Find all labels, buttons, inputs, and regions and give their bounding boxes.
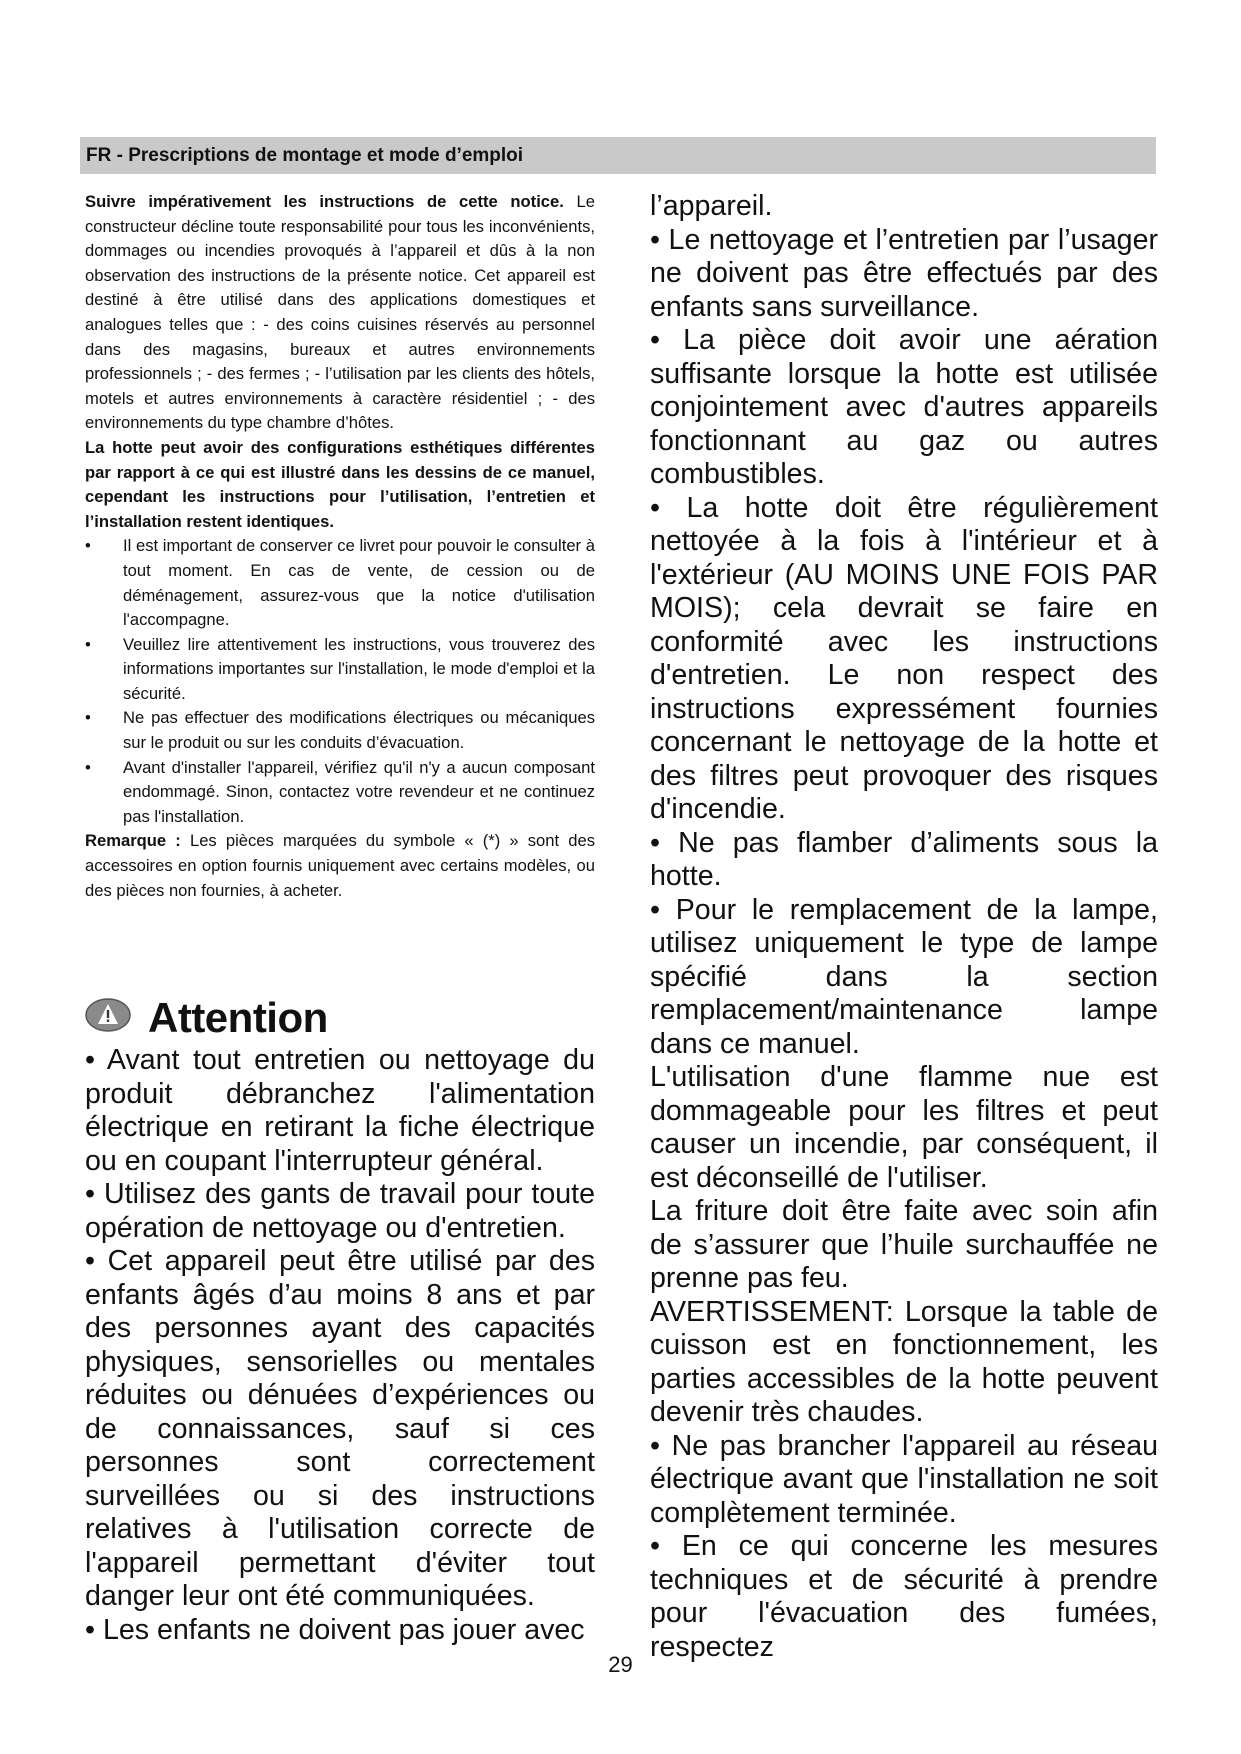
right-big-paragraph: • Ne pas brancher l'appareil au réseau électrique avant que l'installation ne soit complètement terminée. (650, 1429, 1158, 1529)
warning-icon (85, 998, 131, 1032)
right-big-paragraph: • En ce qui concerne les mesures techniques et de sécurité à prendre pour l'évacuation des fumées, respectez (650, 1530, 1158, 1663)
right-big-paragraph: • La hotte doit être régulièrement nettoyée à la fois à l'intérieur et à l'extérieur (AU MOINS UNE FOIS PAR MOIS); cela devrait se faire en conformité avec les instructions d'entretien. Le non respect des instructions expressément fournies concernant le nettoyage de la hotte et des filtres peut provoquer des risques d'incendie. (650, 491, 1158, 825)
right-big-paragraph: • Le nettoyage et l’entretien par l’usager ne doivent pas être effectués par des enfants sans surveillance. (650, 223, 1158, 323)
right-big-paragraph: • La pièce doit avoir une aération suffisante lorsque la hotte est utilisée conjointement avec d'autres appareils fonctionnant au gaz ou autres combustibles. (650, 324, 1158, 490)
small-bullet-item (85, 633, 595, 707)
intro-bold-paragraph: La hotte peut avoir des configurations esthétiques différentes par rapport à ce qui est illustré dans les dessins de ce manuel, cependant les instructions pour l’utilisation, l’entretien et l’installation restent identiques. (85, 437, 595, 531)
right-big-paragraph: l’appareil. (650, 190, 773, 222)
intro-bold-lead: Suivre impérativement les instructions de cette notice. (85, 192, 564, 211)
small-bullet-item (85, 534, 595, 632)
bullet-dot: • (85, 757, 91, 777)
right-big-paragraph: L'utilisation d'une flamme nue est dommageable pour les filtres et peut causer un incendie, par conséquent, il est déconseillé de l'utiliser. (650, 1061, 1158, 1194)
bullet-dot: • (85, 708, 91, 728)
right-column (650, 190, 1158, 1664)
section-title: FR - Prescriptions de montage et mode d’emploi (86, 145, 524, 166)
attention-title: Attention (148, 994, 328, 1041)
remark-paragraph (85, 829, 595, 903)
left-big-paragraph: • Cet appareil peut être utilisé par des enfants âgés d’au moins 8 ans et par des personnes ayant des capacités physiques, sensorielles ou mentales réduites ou dénuées d’expériences ou de connaissances, sauf si ces personnes sont correctement surveillées ou si des instructions relatives à l'utilisation correcte de l'appareil permettant d'éviter tout danger leur ont été communiquées. (85, 1245, 595, 1612)
left-big-text (85, 1044, 595, 1647)
bullet-dot: • (85, 634, 91, 654)
remark-text: Les pièces marquées du symbole « (*) » sont des accessoires en option fournis uniquement avec certains modèles, ou des pièces non fournies, à acheter. (85, 831, 595, 900)
page-number: 29 (608, 1652, 633, 1677)
intro-paragraph (85, 190, 595, 436)
bullet-dot: • (85, 536, 91, 556)
left-big-paragraph: • Les enfants ne doivent pas jouer avec (85, 1613, 585, 1646)
small-bullet-text: Ne pas effectuer des modifications électriques ou mécaniques sur le produit ou sur les conduits d’évacuation. (123, 708, 595, 753)
small-bullet-text: Avant d'installer l'appareil, vérifiez qu'il n'y a aucun composant endommagé. Sinon, contactez votre revendeur et ne continuez pas l'installation. (123, 757, 595, 826)
remark-label: Remarque : (85, 831, 181, 851)
small-bullet-item (85, 706, 595, 755)
intro-text: Le constructeur décline toute responsabilité pour tous les inconvénients, dommages ou incendies provoqués à l’appareil et dûs à la non observation des instructions de la présente notice. Cet appareil est destiné à être utilisé dans des applications domestiques et analogues telles que : - des coins cuisines réservés au personnel dans des magasins, bureaux et autres environnements professionnels ; - des fermes ; - l’utilisation par les clients des hôtels, motels et autres environnements à caractère résidentiel ; - des environnements du type chambre d’hôtes. (85, 192, 595, 433)
section-header-bar (80, 137, 1156, 174)
small-bullet-item (85, 756, 595, 830)
small-bullet-text: Il est important de conserver ce livret pour pouvoir le consulter à tout moment. En cas de vente, de cession ou de déménagement, assurez-vous que la notice d'utilisation l'accompagne. (123, 536, 595, 630)
right-big-paragraph: • Pour le remplacement de la lampe, utilisez uniquement le type de lampe spécifié dans la section remplacement/maintenance lampe dans ce manuel. (650, 893, 1158, 1060)
intro-block (85, 190, 595, 903)
right-big-paragraph: La friture doit être faite avec soin afin de s’assurer que l’huile surchauffée ne prenne pas feu. (650, 1195, 1158, 1294)
small-bullet-text: Veuillez lire attentivement les instructions, vous trouverez des informations importantes sur l'installation, le mode d'emploi et la sécurité. (123, 634, 595, 703)
left-column (85, 190, 595, 903)
left-big-paragraph: • Avant tout entretien ou nettoyage du produit débranchez l'alimentation électrique en retirant la fiche électrique ou en coupant l'interrupteur général. (85, 1044, 595, 1177)
right-big-paragraph: AVERTISSEMENT: Lorsque la table de cuisson est en fonctionnement, les parties accessibles de la hotte peuvent devenir très chaudes. (650, 1295, 1158, 1428)
right-big-paragraph: • Ne pas flamber d’aliments sous la hotte. (650, 826, 1158, 892)
left-big-paragraph: • Utilisez des gants de travail pour toute opération de nettoyage ou d'entretien. (85, 1178, 595, 1244)
